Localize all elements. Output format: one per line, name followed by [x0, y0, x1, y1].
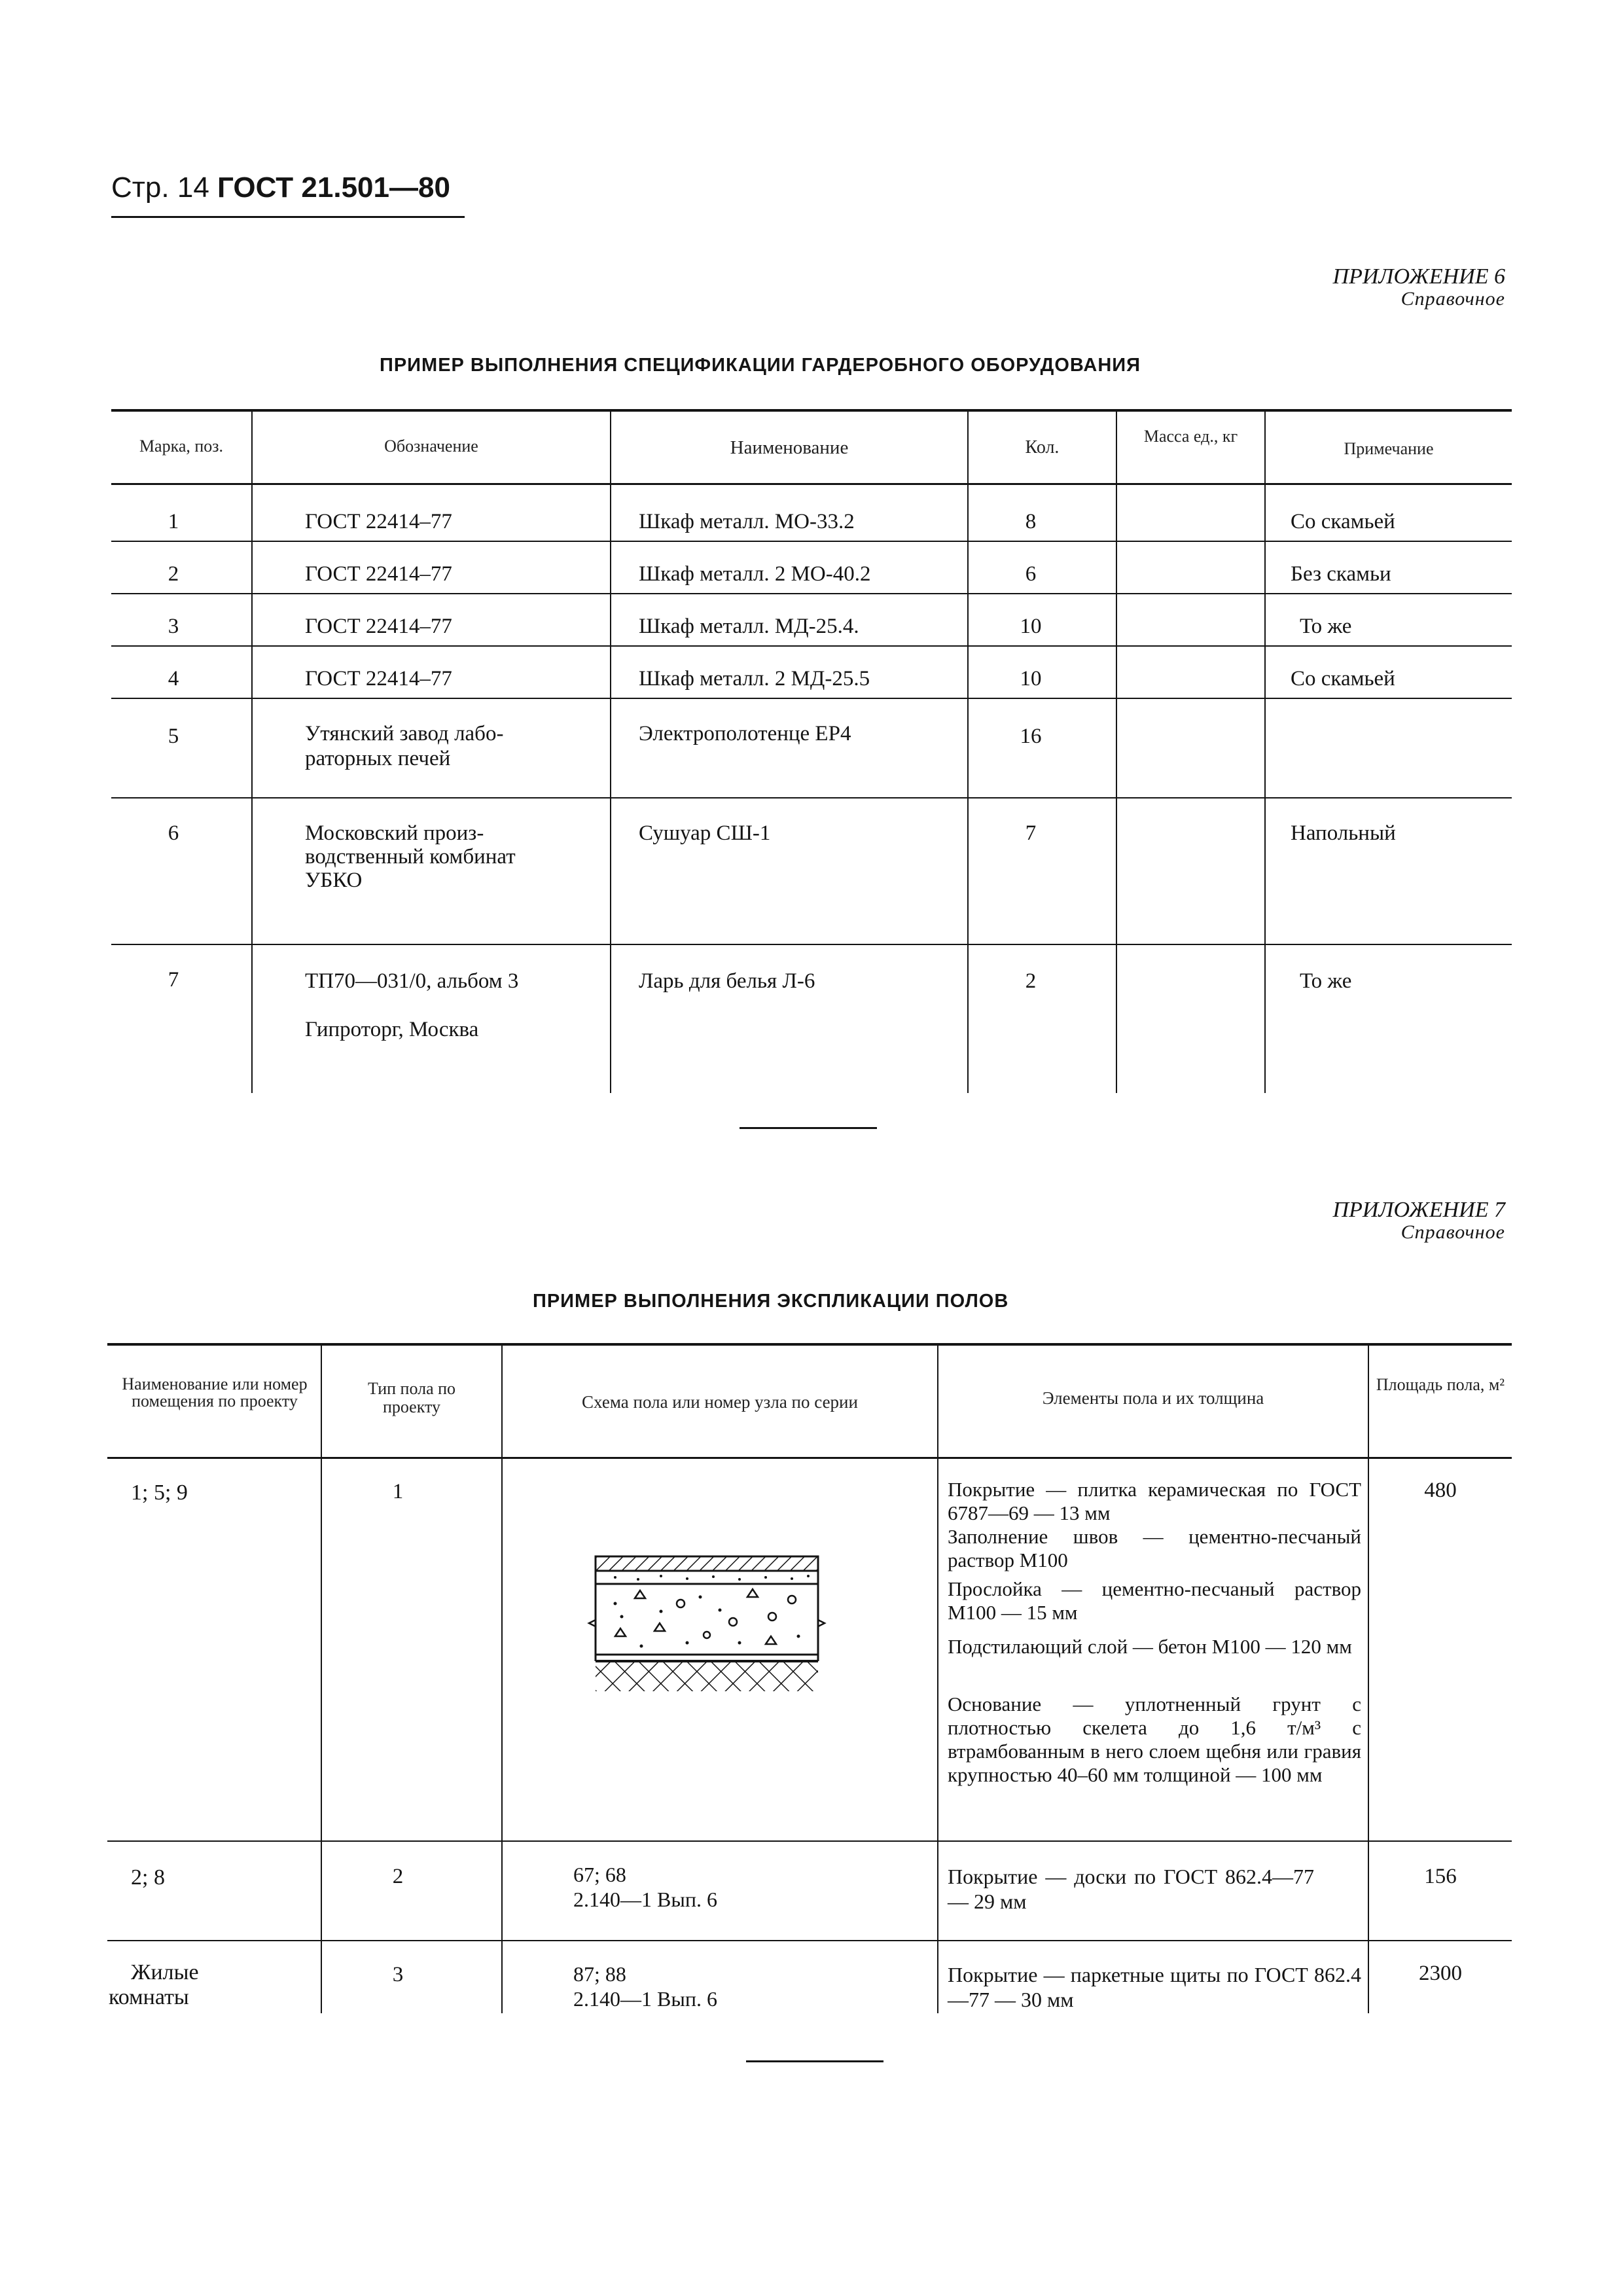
floor-area: 480: [1424, 1479, 1457, 1502]
spec-qty: 2: [1025, 969, 1037, 993]
spec-note: Со скамьей: [1291, 667, 1395, 691]
header-rule: [111, 216, 465, 218]
floor-scheme-line: 87; 88: [573, 1962, 626, 1986]
floor-element: Покрытие — плитка керамическая по ГОСТ 6787—69 — 13 мм: [948, 1478, 1361, 1524]
spec-col-designation: Обозначение: [384, 437, 478, 456]
spec-name: Шкаф металл. МО-33.2: [639, 510, 855, 533]
appendix-6-label: [1333, 264, 1505, 310]
spec-mark: 5: [168, 725, 179, 748]
floor-area: 2300: [1419, 1962, 1462, 1985]
floor-col-elements: Элементы пола и их толщина: [1042, 1388, 1264, 1408]
spec-note: То же: [1300, 615, 1352, 638]
floor-scheme-line: 2.140—1 Вып. 6: [573, 1987, 717, 2011]
spec-designation-line: ТП70—031/0, альбом 3: [305, 969, 519, 993]
spec-mark: 3: [168, 615, 179, 638]
spec-col-note: Примечание: [1344, 439, 1434, 458]
floor-col-scheme: Схема пола или номер узла по серии: [582, 1392, 858, 1412]
spec-designation-line: Утянский завод лабо-: [305, 722, 504, 745]
spec-designation-line: УБКО: [305, 869, 363, 892]
spec-mark: 7: [168, 968, 179, 992]
spec-designation-line: водственный комбинат: [305, 845, 516, 869]
spec-name: Сушуар СШ-1: [639, 821, 771, 845]
floor-element: Покрытие — паркетные щиты по ГОСТ 862.4—77 — 30 мм: [948, 1963, 1361, 2011]
floor-col-area: Площадь пола, м²: [1376, 1375, 1505, 1394]
spec-mark: 6: [168, 821, 179, 845]
appendix-7-number: ПРИЛОЖЕНИЕ 7: [1332, 1198, 1505, 1222]
floor-area: 156: [1424, 1865, 1457, 1888]
section-separator: [740, 1127, 877, 1129]
floor-type: 1: [392, 1480, 404, 1503]
spec-note: Без скамьи: [1291, 562, 1391, 586]
spec-name: Электрополотенце ЕР4: [639, 722, 851, 745]
floor-room: 2; 8: [131, 1865, 165, 1890]
appendix-7-type: Справочное: [1400, 1221, 1505, 1243]
spec-mark: 1: [168, 510, 179, 533]
floor-col-type: Тип пола по проекту: [367, 1379, 456, 1416]
spec-designation-line: Гипроторг, Москва: [305, 1018, 479, 1041]
floor-element: Прослойка — цементно-песчаный раствор М100 — 15 мм: [948, 1577, 1361, 1624]
floor-room: 1; 5; 9: [131, 1480, 188, 1505]
floor-element: Покрытие — доски по ГОСТ 862.4—77 — 29 мм: [948, 1865, 1314, 1913]
floor-col-room: Наименование или номер помещения по проекту: [122, 1374, 308, 1410]
page-header: [111, 171, 450, 204]
floor-scheme-line: 2.140—1 Вып. 6: [573, 1888, 717, 1911]
spec-note: Напольный: [1291, 821, 1396, 845]
spec-designation-line: Московский произ-: [305, 821, 484, 845]
floor-room-line: комнаты: [109, 1985, 189, 2009]
floor-element: Подстилающий слой — бетон М100 — 120 мм: [948, 1635, 1352, 1658]
spec-qty: 16: [1020, 725, 1042, 748]
page-end-separator: [746, 2060, 883, 2062]
standard-number: ГОСТ 21.501—80: [217, 171, 450, 204]
spec-designation: ГОСТ 22414–77: [305, 562, 452, 586]
appendix-7-label: [1333, 1198, 1505, 1244]
floor-element: Основание — уплотненный грунт с плотностью скелета до 1,6 т/м³ с втрамбованным в него слоем щебня или гравия крупностью 40–60 мм толщиной — 100 мм: [948, 1693, 1361, 1786]
spec-designation: ГОСТ 22414–77: [305, 510, 452, 533]
spec-qty: 10: [1020, 615, 1042, 638]
spec-name: Шкаф металл. МД-25.4.: [639, 615, 859, 638]
spec-col-mass: Масса ед., кг: [1143, 427, 1238, 446]
floor-type: 2: [392, 1865, 404, 1888]
spec-name: Шкаф металл. 2 МО-40.2: [639, 562, 871, 586]
floor-room-line: Жилые: [131, 1960, 199, 1984]
spec-name: Ларь для белья Л-6: [639, 969, 815, 993]
floor-scheme-line: 67; 68: [573, 1863, 626, 1886]
appendix-6-number: ПРИЛОЖЕНИЕ 6: [1332, 264, 1505, 289]
spec-mark: 4: [168, 667, 179, 691]
spec-designation-line: раторных печей: [305, 747, 451, 770]
floor-type: 3: [392, 1963, 404, 1986]
spec-qty: 10: [1020, 667, 1042, 691]
floor-element: Заполнение швов — цементно-песчаный раствор М100: [948, 1525, 1361, 1571]
floor-cross-section-diagram: [576, 1551, 838, 1734]
spec-note: Со скамьей: [1291, 510, 1395, 533]
spec-qty: 6: [1025, 562, 1037, 586]
appendix-6-type: Справочное: [1400, 288, 1505, 310]
spec-designation: ГОСТ 22414–77: [305, 667, 452, 691]
spec-table-title: ПРИМЕР ВЫПОЛНЕНИЯ СПЕЦИФИКАЦИИ ГАРДЕРОБНОГО ОБОРУДОВАНИЯ: [380, 355, 1141, 376]
spec-col-qty: Кол.: [1025, 437, 1060, 457]
spec-name: Шкаф металл. 2 МД-25.5: [639, 667, 870, 691]
floor-table-title: ПРИМЕР ВЫПОЛНЕНИЯ ЭКСПЛИКАЦИИ ПОЛОВ: [533, 1291, 1009, 1312]
spec-note: То же: [1300, 969, 1352, 993]
spec-qty: 8: [1025, 510, 1037, 533]
spec-designation: ГОСТ 22414–77: [305, 615, 452, 638]
spec-col-name: Наименование: [730, 437, 849, 458]
spec-mark: 2: [168, 562, 179, 586]
spec-col-mark: Марка, поз.: [139, 437, 224, 456]
spec-qty: 7: [1025, 821, 1037, 845]
page-number: Стр. 14: [111, 171, 209, 204]
